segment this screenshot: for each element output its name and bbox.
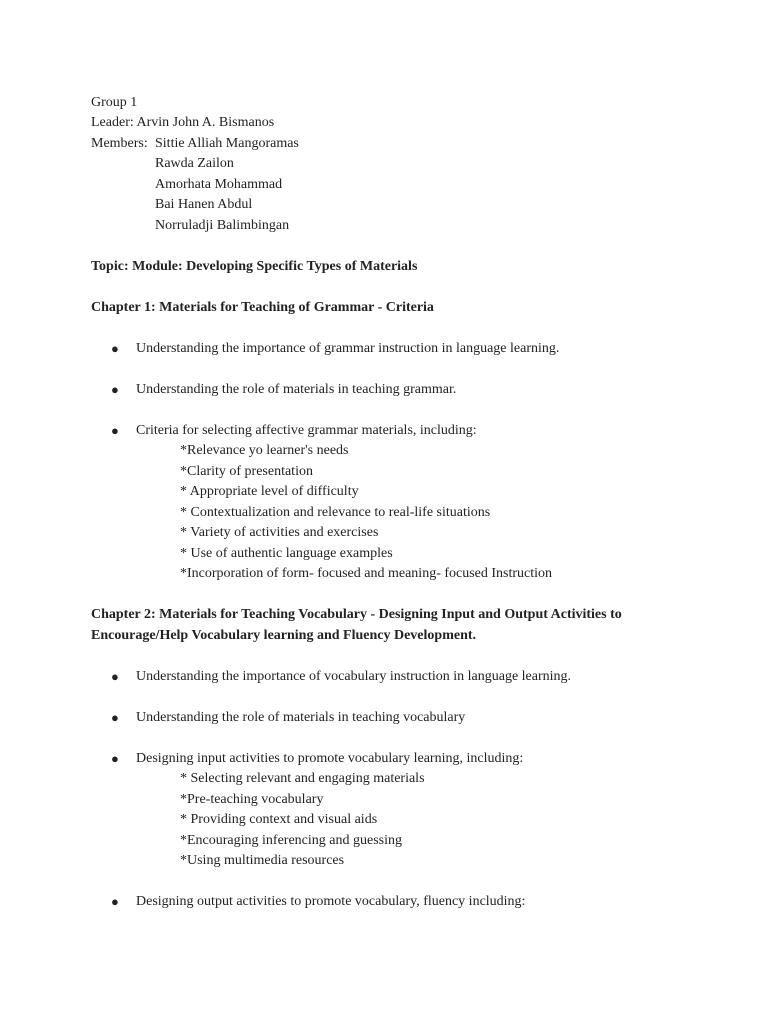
- criteria-item: * Variety of activities and exercises: [180, 525, 379, 540]
- chapter2-heading-cont: Encourage/Help Vocabulary learning and Fluency Development.: [91, 628, 477, 643]
- chapter2-bullet: Understanding the role of materials in teaching vocabulary: [136, 710, 466, 725]
- bullet-icon: ●: [111, 423, 119, 438]
- input-activity-item: *Using multimedia resources: [180, 853, 345, 868]
- criteria-item: * Appropriate level of difficulty: [180, 484, 359, 499]
- chapter1-bullet: Understanding the importance of grammar instruction in language learning.: [136, 341, 560, 356]
- bullet-icon: ●: [111, 894, 119, 909]
- bullet-icon: ●: [111, 341, 119, 356]
- criteria-item: * Use of authentic language examples: [180, 546, 393, 561]
- chapter2-bullet: Designing output activities to promote vocabulary, fluency including:: [136, 894, 526, 909]
- group-label: Group 1: [91, 95, 138, 110]
- chapter1-bullet: Understanding the role of materials in teaching grammar.: [136, 382, 457, 397]
- bullet-icon: ●: [111, 710, 119, 725]
- member-item: Bai Hanen Abdul: [155, 197, 253, 212]
- bullet-icon: ●: [111, 669, 119, 684]
- leader-line: Leader: Arvin John A. Bismanos: [91, 115, 275, 130]
- criteria-item: *Relevance yo learner's needs: [180, 443, 349, 458]
- input-activity-item: * Selecting relevant and engaging materials: [180, 771, 425, 786]
- chapter1-heading: Chapter 1: Materials for Teaching of Grammar - Criteria: [91, 300, 434, 315]
- chapter1-bullet: Criteria for selecting affective grammar materials, including:: [136, 423, 477, 438]
- topic-heading: Topic: Module: Developing Specific Types of Materials: [91, 259, 418, 274]
- criteria-item: * Contextualization and relevance to real-life situations: [180, 505, 491, 520]
- criteria-item: *Incorporation of form- focused and meaning- focused Instruction: [180, 566, 553, 581]
- input-activity-item: *Pre-teaching vocabulary: [180, 792, 324, 807]
- input-activity-item: * Providing context and visual aids: [180, 812, 378, 827]
- members-label: Members:: [91, 136, 148, 151]
- chapter2-bullet: Understanding the importance of vocabulary instruction in language learning.: [136, 669, 572, 684]
- member-item: Rawda Zailon: [155, 156, 234, 171]
- input-activity-item: *Encouraging inferencing and guessing: [180, 833, 402, 848]
- chapter2-bullet: Designing input activities to promote vocabulary learning, including:: [136, 751, 524, 766]
- member-item: Sittie Alliah Mangoramas: [155, 136, 299, 151]
- member-item: Norruladji Balimbingan: [155, 218, 290, 233]
- chapter2-heading: Chapter 2: Materials for Teaching Vocabulary - Designing Input and Output Activities to: [91, 607, 622, 622]
- member-item: Amorhata Mohammad: [155, 177, 283, 192]
- criteria-item: *Clarity of presentation: [180, 464, 313, 479]
- bullet-icon: ●: [111, 751, 119, 766]
- bullet-icon: ●: [111, 382, 119, 397]
